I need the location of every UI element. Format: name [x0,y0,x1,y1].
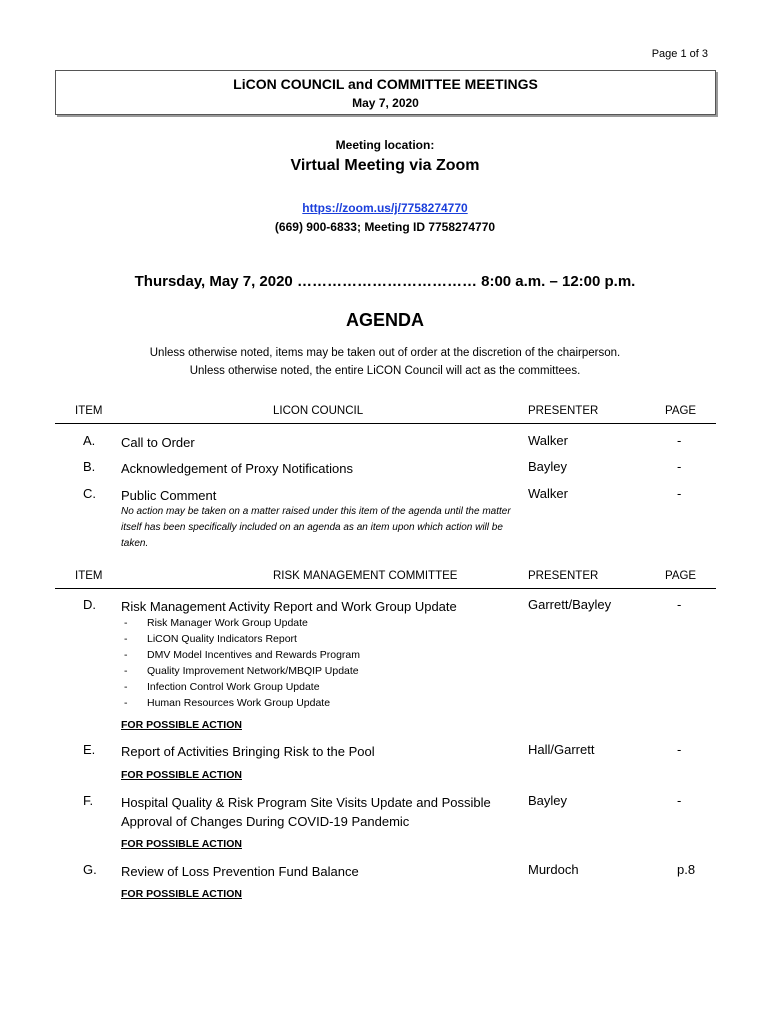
item-description: Acknowledgement of Proxy Notifications [121,461,353,476]
possible-action-label: FOR POSSIBLE ACTION [121,719,242,731]
item-letter: B. [83,459,96,474]
header-page: PAGE [665,570,697,582]
header-page: PAGE [665,405,697,417]
item-letter: G. [83,862,97,877]
meeting-time: Thursday, May 7, 2020 ……………………………… 8:00 a.m. – 12:00 p.m. [134,273,636,290]
item-letter: D. [83,597,96,612]
item-page: - [677,742,682,757]
location-value: Virtual Meeting via Zoom [290,157,480,174]
item-page: - [677,433,682,448]
header-presenter: PRESENTER [528,405,599,417]
phone-line: (669) 900-6833; Meeting ID 7758274770 [274,220,496,234]
item-presenter: Murdoch [528,862,579,877]
header-item: ITEM [75,405,103,417]
list-item: - Infection Control Work Group Update [121,679,360,695]
item-presenter: Hall/Garrett [528,742,595,757]
item-description: Public Comment [121,488,217,503]
list-item: - Risk Manager Work Group Update [121,615,360,631]
item-presenter: Bayley [528,793,568,808]
header-section: RISK MANAGEMENT COMMITTEE [273,570,458,582]
possible-action-label: FOR POSSIBLE ACTION [121,769,242,781]
item-presenter: Walker [528,433,568,448]
item-description: Risk Management Activity Report and Work Group Update [121,599,457,614]
note-line: Unless otherwise noted, the entire LiCON Council will act as the committees. [189,365,581,377]
item-presenter: Garrett/Bayley [528,597,612,612]
item-letter: F. [83,793,94,808]
item-description: Report of Activities Bringing Risk to the Pool [121,744,375,759]
location-label: Meeting location: [335,138,435,152]
list-item: - LiCON Quality Indicators Report [121,631,360,647]
item-presenter: Walker [528,486,568,501]
item-presenter: Bayley [528,459,568,474]
sub-item-list [121,615,360,711]
item-description: Review of Loss Prevention Fund Balance [121,864,359,879]
header-item: ITEM [75,570,103,582]
item-letter: C. [83,486,96,501]
list-item: - Human Resources Work Group Update [121,695,360,711]
item-page: - [677,793,682,808]
item-page: - [677,486,682,501]
item-letter: E. [83,742,96,757]
header-presenter: PRESENTER [528,570,599,582]
list-item: - Quality Improvement Network/MBQIP Update [121,663,360,679]
header-section: LICON COUNCIL [273,405,364,417]
note-line: Unless otherwise noted, items may be taken out of order at the discretion of the chairperson. [149,347,621,359]
item-description: Call to Order [121,435,195,450]
table-header-council [55,400,716,424]
title-box [55,70,716,115]
document-title: LiCON COUNCIL and COMMITTEE MEETINGS [233,76,538,92]
possible-action-label: FOR POSSIBLE ACTION [121,888,242,900]
item-letter: A. [83,433,96,448]
zoom-link[interactable]: https://zoom.us/j/7758274770 [302,201,468,215]
item-description: Hospital Quality & Risk Program Site Visits Update and Possible Approval of Changes During COVID-19 Pandemic [121,795,491,829]
list-item: - DMV Model Incentives and Rewards Program [121,647,360,663]
public-comment-note: No action may be taken on a matter raised under this item of the agenda until the matter itself has been specifically included on an agenda as an item upon which action will be taken. [121,506,511,549]
page-number: Page 1 of 3 [651,48,708,60]
item-page: p.8 [677,862,696,877]
table-header-risk [55,565,716,589]
document-date: May 7, 2020 [352,96,419,110]
item-page: - [677,597,682,612]
item-page: - [677,459,682,474]
possible-action-label: FOR POSSIBLE ACTION [121,838,242,850]
agenda-heading: AGENDA [345,310,424,330]
